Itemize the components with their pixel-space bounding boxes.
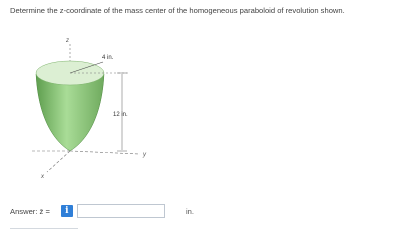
y-axis-line xyxy=(70,151,140,154)
bottom-divider xyxy=(10,228,78,235)
question-text: Determine the z-coordinate of the mass center of the homogeneous paraboloid of revolution shown. xyxy=(10,6,345,15)
answer-row xyxy=(10,203,165,219)
z-axis-label: z xyxy=(66,38,69,44)
answer-input[interactable] xyxy=(77,204,165,218)
x-axis-line xyxy=(47,151,70,172)
info-icon[interactable]: i xyxy=(61,205,73,217)
answer-unit: in. xyxy=(186,207,195,216)
y-axis-label: y xyxy=(143,152,146,158)
paraboloid-body xyxy=(36,74,104,151)
radius-label: 4 in. xyxy=(102,55,114,61)
x-axis-label: x xyxy=(41,174,44,180)
height-label: 12 in. xyxy=(113,112,128,118)
answer-label: Answer: z̄ = xyxy=(10,206,50,216)
